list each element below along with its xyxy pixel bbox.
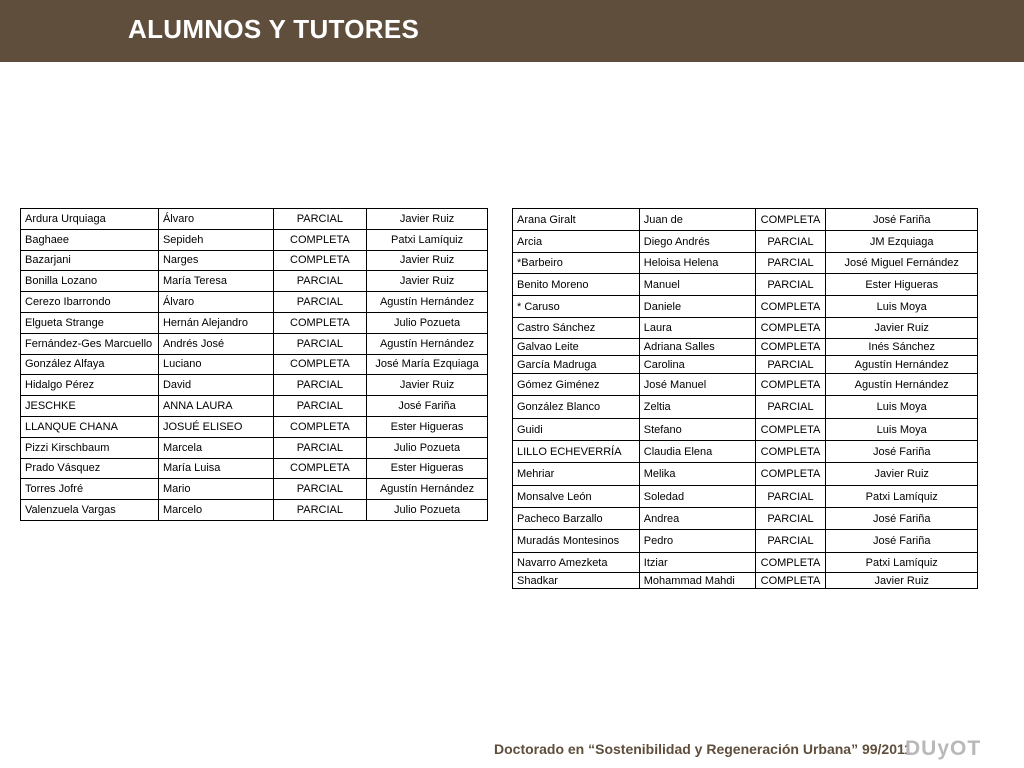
mode-cell: PARCIAL — [273, 271, 367, 292]
mode-cell: PARCIAL — [273, 500, 367, 521]
mode-cell: COMPLETA — [273, 416, 367, 437]
tutor-cell: Ester Higueras — [367, 416, 488, 437]
tutor-cell: Julio Pozueta — [367, 312, 488, 333]
table-row — [513, 318, 978, 339]
mode-cell: COMPLETA — [273, 458, 367, 479]
table-row — [21, 458, 488, 479]
first-name-cell: Laura — [639, 318, 755, 339]
mode-cell: PARCIAL — [273, 375, 367, 396]
surname-cell: Arana Giralt — [513, 209, 640, 231]
surname-cell: Arcia — [513, 231, 640, 253]
surname-cell: Gómez Giménez — [513, 374, 640, 396]
mode-cell: PARCIAL — [755, 231, 826, 253]
surname-cell: *Barbeiro — [513, 253, 640, 274]
table-row — [21, 333, 488, 354]
table-row — [21, 375, 488, 396]
tutor-cell: Javier Ruiz — [367, 250, 488, 271]
students-table-left — [20, 208, 488, 521]
mode-cell: PARCIAL — [273, 437, 367, 458]
first-name-cell: Diego Andrés — [639, 231, 755, 253]
first-name-cell: Soledad — [639, 486, 755, 508]
tutor-cell: Patxi Lamíquiz — [367, 229, 488, 250]
surname-cell: Castro Sánchez — [513, 318, 640, 339]
surname-cell: García Madruga — [513, 356, 640, 374]
table-row — [21, 437, 488, 458]
tutor-cell: Agustín Hernández — [826, 356, 978, 374]
tutor-cell: Agustín Hernández — [367, 292, 488, 313]
first-name-cell: Andrea — [639, 508, 755, 530]
first-name-cell: Álvaro — [158, 292, 273, 313]
surname-cell: Ardura Urquiaga — [21, 209, 159, 230]
first-name-cell: María Teresa — [158, 271, 273, 292]
tutor-cell: José María Ezquiaga — [367, 354, 488, 375]
mode-cell: PARCIAL — [755, 356, 826, 374]
tutor-cell: Agustín Hernández — [826, 374, 978, 396]
mode-cell: COMPLETA — [273, 312, 367, 333]
first-name-cell: Melika — [639, 463, 755, 486]
table-row — [21, 354, 488, 375]
mode-cell: COMPLETA — [755, 296, 826, 318]
first-name-cell: Mario — [158, 479, 273, 500]
surname-cell: Elgueta Strange — [21, 312, 159, 333]
first-name-cell: Juan de — [639, 209, 755, 231]
first-name-cell: Narges — [158, 250, 273, 271]
table-row — [21, 250, 488, 271]
mode-cell: COMPLETA — [755, 419, 826, 441]
tutor-cell: Agustín Hernández — [367, 479, 488, 500]
table-row — [21, 271, 488, 292]
surname-cell: Cerezo Ibarrondo — [21, 292, 159, 313]
surname-cell: LLANQUE CHANA — [21, 416, 159, 437]
surname-cell: González Blanco — [513, 396, 640, 419]
tutor-cell: José Miguel Fernández — [826, 253, 978, 274]
table-row — [513, 419, 978, 441]
table-row — [513, 296, 978, 318]
mode-cell: PARCIAL — [273, 396, 367, 417]
surname-cell: * Caruso — [513, 296, 640, 318]
students-table-left-body — [21, 209, 488, 521]
mode-cell: PARCIAL — [755, 530, 826, 553]
table-row — [21, 416, 488, 437]
first-name-cell: María Luisa — [158, 458, 273, 479]
surname-cell: LILLO ECHEVERRÍA — [513, 441, 640, 463]
surname-cell: Pacheco Barzallo — [513, 508, 640, 530]
tutor-cell: Luis Moya — [826, 419, 978, 441]
first-name-cell: Itziar — [639, 553, 755, 573]
surname-cell: Valenzuela Vargas — [21, 500, 159, 521]
mode-cell: PARCIAL — [273, 479, 367, 500]
first-name-cell: Carolina — [639, 356, 755, 374]
tutor-cell: Ester Higueras — [367, 458, 488, 479]
table-row — [513, 508, 978, 530]
mode-cell: COMPLETA — [755, 441, 826, 463]
surname-cell: Prado Vásquez — [21, 458, 159, 479]
tutor-cell: Javier Ruiz — [367, 209, 488, 230]
first-name-cell: JOSUÉ ELISEO — [158, 416, 273, 437]
tutor-cell: Javier Ruiz — [367, 375, 488, 396]
table-row — [21, 292, 488, 313]
surname-cell: Benito Moreno — [513, 274, 640, 296]
first-name-cell: Claudia Elena — [639, 441, 755, 463]
tutor-cell: José Fariña — [826, 508, 978, 530]
mode-cell: COMPLETA — [273, 354, 367, 375]
table-row — [513, 396, 978, 419]
table-row — [513, 209, 978, 231]
mode-cell: PARCIAL — [755, 486, 826, 508]
surname-cell: Guidi — [513, 419, 640, 441]
first-name-cell: Zeltia — [639, 396, 755, 419]
mode-cell: COMPLETA — [273, 229, 367, 250]
surname-cell: Galvao Leite — [513, 339, 640, 356]
table-row — [513, 463, 978, 486]
surname-cell: Fernández-Ges Marcuello — [21, 333, 159, 354]
surname-cell: Bonilla Lozano — [21, 271, 159, 292]
first-name-cell: Manuel — [639, 274, 755, 296]
table-row — [513, 253, 978, 274]
first-name-cell: Mohammad Mahdi — [639, 573, 755, 589]
surname-cell: JESCHKE — [21, 396, 159, 417]
surname-cell: Baghaee — [21, 229, 159, 250]
table-row — [513, 231, 978, 253]
tutor-cell: Javier Ruiz — [367, 271, 488, 292]
surname-cell: Bazarjani — [21, 250, 159, 271]
first-name-cell: Luciano — [158, 354, 273, 375]
table-row — [513, 339, 978, 356]
table-row — [21, 479, 488, 500]
mode-cell: PARCIAL — [273, 333, 367, 354]
first-name-cell: Sepideh — [158, 229, 273, 250]
tutor-cell: Patxi Lamíquiz — [826, 486, 978, 508]
mode-cell: COMPLETA — [755, 573, 826, 589]
first-name-cell: ANNA LAURA — [158, 396, 273, 417]
first-name-cell: Marcela — [158, 437, 273, 458]
first-name-cell: Adriana Salles — [639, 339, 755, 356]
mode-cell: COMPLETA — [273, 250, 367, 271]
first-name-cell: José Manuel — [639, 374, 755, 396]
first-name-cell: Stefano — [639, 419, 755, 441]
table-row — [513, 274, 978, 296]
table-row — [513, 356, 978, 374]
surname-cell: Navarro Amezketa — [513, 553, 640, 573]
table-row — [513, 441, 978, 463]
tutor-cell: Inés Sánchez — [826, 339, 978, 356]
tutor-cell: Luis Moya — [826, 396, 978, 419]
surname-cell: Mehriar — [513, 463, 640, 486]
tutor-cell: JM Ezquiaga — [826, 231, 978, 253]
mode-cell: PARCIAL — [755, 274, 826, 296]
tutor-cell: Javier Ruiz — [826, 573, 978, 589]
tutor-cell: José Fariña — [826, 530, 978, 553]
first-name-cell: Álvaro — [158, 209, 273, 230]
tutor-cell: Luis Moya — [826, 296, 978, 318]
mode-cell: PARCIAL — [755, 396, 826, 419]
mode-cell: PARCIAL — [273, 292, 367, 313]
mode-cell: COMPLETA — [755, 374, 826, 396]
surname-cell: Muradás Montesinos — [513, 530, 640, 553]
table-row — [21, 500, 488, 521]
first-name-cell: Marcelo — [158, 500, 273, 521]
students-table-right — [512, 208, 978, 589]
table-row — [21, 209, 488, 230]
tutor-cell: Javier Ruiz — [826, 318, 978, 339]
surname-cell: Hidalgo Pérez — [21, 375, 159, 396]
table-row — [21, 229, 488, 250]
mode-cell: COMPLETA — [755, 553, 826, 573]
surname-cell: Shadkar — [513, 573, 640, 589]
table-row — [21, 312, 488, 333]
students-table-right-body — [513, 209, 978, 589]
first-name-cell: Daniele — [639, 296, 755, 318]
first-name-cell: Andrés José — [158, 333, 273, 354]
table-row — [513, 530, 978, 553]
table-row — [513, 553, 978, 573]
mode-cell: PARCIAL — [755, 253, 826, 274]
tutor-cell: José Fariña — [826, 441, 978, 463]
mode-cell: COMPLETA — [755, 318, 826, 339]
first-name-cell: Hernán Alejandro — [158, 312, 273, 333]
tutor-cell: Patxi Lamíquiz — [826, 553, 978, 573]
tutor-cell: Javier Ruiz — [826, 463, 978, 486]
tutor-cell: Agustín Hernández — [367, 333, 488, 354]
mode-cell: PARCIAL — [755, 508, 826, 530]
surname-cell: Torres Jofré — [21, 479, 159, 500]
mode-cell: COMPLETA — [755, 339, 826, 356]
tutor-cell: Ester Higueras — [826, 274, 978, 296]
tutor-cell: José Fariña — [367, 396, 488, 417]
page-title: ALUMNOS Y TUTORES — [128, 14, 420, 44]
duyot-logo: DUyOT — [905, 737, 982, 760]
table-row — [513, 374, 978, 396]
table-row — [513, 486, 978, 508]
tutor-cell: Julio Pozueta — [367, 437, 488, 458]
surname-cell: González Alfaya — [21, 354, 159, 375]
tutor-cell: Julio Pozueta — [367, 500, 488, 521]
mode-cell: COMPLETA — [755, 209, 826, 231]
first-name-cell: Heloisa Helena — [639, 253, 755, 274]
surname-cell: Pizzi Kirschbaum — [21, 437, 159, 458]
first-name-cell: David — [158, 375, 273, 396]
table-row — [513, 573, 978, 589]
header-bar — [0, 0, 1024, 62]
surname-cell: Monsalve León — [513, 486, 640, 508]
footer-text: Doctorado en “Sostenibilidad y Regeneración Urbana” 99/2011 — [494, 741, 912, 757]
first-name-cell: Pedro — [639, 530, 755, 553]
mode-cell: COMPLETA — [755, 463, 826, 486]
table-row — [21, 396, 488, 417]
tutor-cell: José Fariña — [826, 209, 978, 231]
mode-cell: PARCIAL — [273, 209, 367, 230]
